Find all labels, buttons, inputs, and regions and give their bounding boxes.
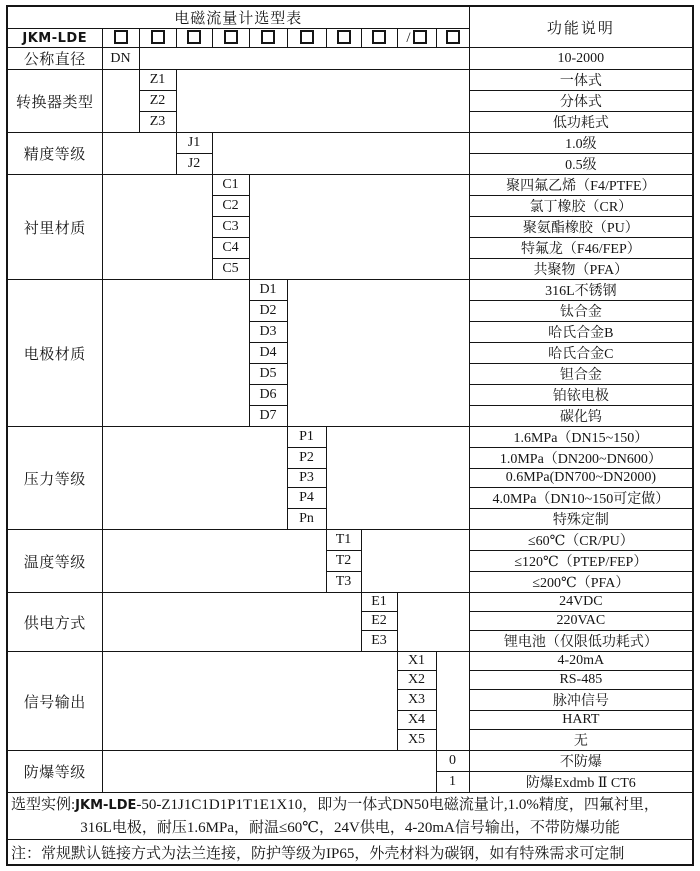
checkbox-icon <box>446 30 460 44</box>
description-cell: 氯丁橡胶（CR） <box>469 196 693 217</box>
description-cell: 1.0MPa（DN200~DN600） <box>469 448 693 469</box>
code-cell: DN <box>102 48 139 70</box>
description-cell: 0.6MPa(DN700~DN2000) <box>469 469 693 488</box>
footer-notes <box>7 793 693 866</box>
code-cell: D6 <box>249 385 287 406</box>
spacer-cell <box>102 280 249 427</box>
spacer-cell <box>212 133 469 175</box>
checkbox-icon <box>413 30 427 44</box>
code-cell: X4 <box>397 711 436 730</box>
spacer-cell <box>102 751 436 793</box>
spacer-cell <box>102 175 212 280</box>
code-cell: C2 <box>212 196 249 217</box>
code-cell: J2 <box>176 154 212 175</box>
slash-separator: / <box>406 29 411 46</box>
description-cell: 4.0MPa（DN10~150可定做） <box>469 488 693 509</box>
code-cell: D7 <box>249 406 287 427</box>
description-cell: RS-485 <box>469 671 693 690</box>
checkbox-cell <box>436 29 469 48</box>
example-line2: 316L电极，耐压1.6MPa，耐温≤60℃，24V供电，4-20mA信号输出，不带防爆功能 <box>80 819 620 836</box>
checkbox-icon <box>300 30 314 44</box>
spacer-cell <box>249 175 469 280</box>
checkbox-icon <box>372 30 386 44</box>
description-cell: 防爆Exdmb Ⅱ CT6 <box>469 772 693 793</box>
code-cell: Z1 <box>139 70 176 91</box>
checkbox-cell <box>176 29 212 48</box>
code-cell: Pn <box>287 509 326 530</box>
description-cell: 无 <box>469 730 693 751</box>
description-cell: ≤120℃（PTEP/FEP） <box>469 551 693 572</box>
code-cell: T2 <box>326 551 361 572</box>
checkbox-cell <box>212 29 249 48</box>
code-cell: E3 <box>361 631 397 652</box>
code-cell: D3 <box>249 322 287 343</box>
code-cell: P4 <box>287 488 326 509</box>
description-cell: 钛合金 <box>469 301 693 322</box>
checkbox-icon <box>151 30 165 44</box>
description-cell: HART <box>469 711 693 730</box>
code-cell: P3 <box>287 469 326 488</box>
description-cell: 0.5级 <box>469 154 693 175</box>
group-label: 压力等级 <box>7 427 102 530</box>
code-cell: D2 <box>249 301 287 322</box>
description-cell: 铂铱电极 <box>469 385 693 406</box>
description-cell: 特氟龙（F46/FEP） <box>469 238 693 259</box>
spacer-cell <box>102 70 139 133</box>
spacer-cell <box>361 530 469 593</box>
group-label: 防爆等级 <box>7 751 102 793</box>
description-cell: 脉冲信号 <box>469 690 693 711</box>
code-cell: D1 <box>249 280 287 301</box>
description-cell: 10-2000 <box>469 48 693 70</box>
description-cell: 锂电池（仅限低功耗式） <box>469 631 693 652</box>
example-line1 <box>8 794 692 817</box>
group-label: 衬里材质 <box>7 175 102 280</box>
description-cell: 一体式 <box>469 70 693 91</box>
description-cell: 220VAC <box>469 612 693 631</box>
code-cell: Z3 <box>139 112 176 133</box>
description-cell: 1.6MPa（DN15~150） <box>469 427 693 448</box>
code-cell: E2 <box>361 612 397 631</box>
code-cell: Z2 <box>139 91 176 112</box>
group-label: 温度等级 <box>7 530 102 593</box>
description-cell: 钽合金 <box>469 364 693 385</box>
spacer-cell <box>287 280 469 427</box>
checkbox-icon <box>114 30 128 44</box>
note-cell: 注：常规默认链接方式为法兰连接，防护等级为IP65，外壳材料为碳钢，如有特殊需求可定制 <box>7 840 693 866</box>
checkbox-cell <box>326 29 361 48</box>
row-label-nominal-diameter: 公称直径 <box>7 48 102 70</box>
code-cell: C4 <box>212 238 249 259</box>
description-cell: 哈氏合金C <box>469 343 693 364</box>
description-cell: ≤60℃（CR/PU） <box>469 530 693 551</box>
description-cell: 分体式 <box>469 91 693 112</box>
code-cell: P1 <box>287 427 326 448</box>
code-cell: C3 <box>212 217 249 238</box>
spacer-cell <box>397 593 469 652</box>
example-model-code: JKM-LDE <box>75 797 137 813</box>
code-cell: X1 <box>397 652 436 671</box>
checkbox-icon <box>261 30 275 44</box>
description-cell: 低功耗式 <box>469 112 693 133</box>
code-cell: D5 <box>249 364 287 385</box>
description-cell: 哈氏合金B <box>469 322 693 343</box>
code-cell: T1 <box>326 530 361 551</box>
spacer-cell <box>102 133 176 175</box>
description-cell: 共聚物（PFA） <box>469 259 693 280</box>
model-prefix: JKM-LDE <box>7 29 102 48</box>
code-cell: 0 <box>436 751 469 772</box>
group-label: 供电方式 <box>7 593 102 652</box>
description-cell: 不防爆 <box>469 751 693 772</box>
spacer-cell <box>139 48 469 70</box>
spacer-cell <box>102 652 397 751</box>
checkbox-icon <box>224 30 238 44</box>
description-cell: 聚四氟乙烯（F4/PTFE） <box>469 175 693 196</box>
code-cell: J1 <box>176 133 212 154</box>
spacer-cell <box>102 427 287 530</box>
spacer-cell <box>436 652 469 751</box>
group-label: 精度等级 <box>7 133 102 175</box>
description-cell: 碳化钨 <box>469 406 693 427</box>
description-cell: 1.0级 <box>469 133 693 154</box>
code-cell: X5 <box>397 730 436 751</box>
example-rest: -50-Z1J1C1D1P1T1E1X10，即为一体式DN50电磁流量计,1.0%精度，四氟衬里， <box>136 796 659 813</box>
description-cell: 24VDC <box>469 593 693 612</box>
checkbox-cell <box>139 29 176 48</box>
checkbox-cell <box>397 29 436 48</box>
code-cell: X2 <box>397 671 436 690</box>
spacer-cell <box>102 593 361 652</box>
selection-rows <box>7 6 693 793</box>
group-label: 信号输出 <box>7 652 102 751</box>
spacer-cell <box>326 427 469 530</box>
description-cell: 聚氨酯橡胶（PU） <box>469 217 693 238</box>
table-title: 电磁流量计选型表 <box>7 6 469 29</box>
group-label: 电极材质 <box>7 280 102 427</box>
function-column-header: 功能说明 <box>469 6 693 48</box>
code-cell: D4 <box>249 343 287 364</box>
checkbox-cell <box>361 29 397 48</box>
example-cell <box>7 793 693 840</box>
flowmeter-selection-table <box>6 5 694 866</box>
code-cell: C5 <box>212 259 249 280</box>
checkbox-cell <box>102 29 139 48</box>
code-cell: C1 <box>212 175 249 196</box>
code-cell: E1 <box>361 593 397 612</box>
spacer-cell <box>102 530 326 593</box>
code-cell: 1 <box>436 772 469 793</box>
description-cell: 316L不锈钢 <box>469 280 693 301</box>
checkbox-cell <box>287 29 326 48</box>
description-cell: 特殊定制 <box>469 509 693 530</box>
checkbox-cell <box>249 29 287 48</box>
description-cell: ≤200℃（PFA） <box>469 572 693 593</box>
example-prefix: 选型实例: <box>11 796 76 813</box>
group-label: 转换器类型 <box>7 70 102 133</box>
spacer-cell <box>176 70 469 133</box>
checkbox-icon <box>337 30 351 44</box>
code-cell: P2 <box>287 448 326 469</box>
description-cell: 4-20mA <box>469 652 693 671</box>
checkbox-icon <box>187 30 201 44</box>
code-cell: T3 <box>326 572 361 593</box>
code-cell: X3 <box>397 690 436 711</box>
